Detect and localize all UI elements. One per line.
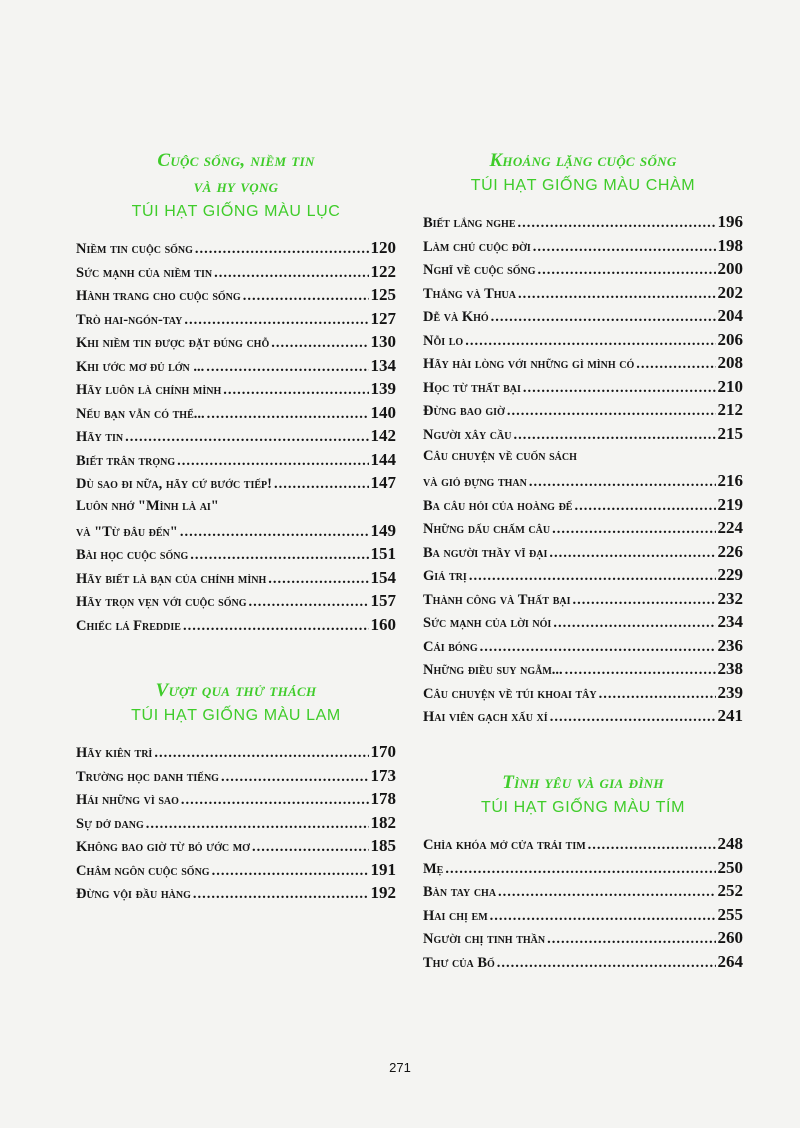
toc-entry-page: 226 bbox=[717, 541, 743, 561]
toc-entry-title: Thắng và Thua bbox=[423, 285, 516, 302]
toc-entry bbox=[423, 422, 743, 446]
dot-leader bbox=[190, 544, 368, 568]
toc-entry bbox=[76, 307, 396, 331]
toc-entry-page: 250 bbox=[717, 857, 743, 877]
dot-leader bbox=[268, 568, 368, 592]
toc-entry-list bbox=[76, 236, 396, 636]
toc-entry bbox=[423, 304, 743, 328]
toc-entry-page: 204 bbox=[717, 306, 743, 326]
toc-entry-title: Học từ thất bại bbox=[423, 379, 521, 396]
toc-entry-title: Luôn nhớ "Mình là ai" bbox=[76, 498, 219, 515]
toc-entry-page: 151 bbox=[370, 544, 396, 564]
dot-leader bbox=[207, 403, 369, 427]
dot-leader bbox=[469, 565, 716, 589]
toc-entry-page: 192 bbox=[370, 883, 396, 903]
dot-leader bbox=[181, 789, 369, 813]
toc-entry-title: Biết lắng nghe bbox=[423, 215, 516, 231]
dot-leader bbox=[243, 285, 369, 309]
toc-entry-title: Khi ước mơ đủ lớn ... bbox=[76, 358, 205, 375]
toc-entry-page: 178 bbox=[370, 789, 396, 809]
dot-leader bbox=[249, 591, 369, 615]
toc-entry-page: 157 bbox=[370, 591, 396, 611]
toc-entry bbox=[423, 587, 743, 611]
toc-entry bbox=[423, 351, 743, 375]
toc-entry-page: 200 bbox=[717, 259, 743, 279]
toc-entry-title: Hành trang cho cuộc sống bbox=[76, 288, 241, 305]
toc-entry-title: Đừng bao giờ bbox=[423, 403, 505, 420]
toc-entry bbox=[423, 879, 743, 903]
toc-entry-page: 252 bbox=[717, 881, 743, 901]
toc-entry-title: và "Từ đâu đến" bbox=[76, 523, 178, 540]
toc-entry bbox=[423, 257, 743, 281]
toc-entry-title: Hai viên gạch xấu xí bbox=[423, 709, 548, 726]
toc-entry-title: Câu chuyện về túi khoai tây bbox=[423, 685, 597, 702]
toc-entry-page: 130 bbox=[370, 332, 396, 352]
toc-entry-title: Người chị tinh thần bbox=[423, 931, 546, 948]
toc-entry-title: Người xây cầu bbox=[423, 426, 512, 443]
toc-entry bbox=[423, 234, 743, 258]
toc-entry bbox=[76, 519, 396, 543]
dot-leader bbox=[513, 424, 715, 448]
toc-entry-page: 139 bbox=[370, 379, 396, 399]
toc-entry bbox=[423, 657, 743, 681]
toc-entry-title: Khi niềm tin được đặt đúng chỗ bbox=[76, 335, 270, 352]
dot-leader bbox=[547, 928, 715, 952]
section-title: Cuộc sống, niềm tin bbox=[157, 150, 315, 171]
toc-entry-page: 234 bbox=[717, 612, 743, 632]
toc-entry-page: 241 bbox=[717, 706, 743, 726]
dot-leader bbox=[537, 259, 715, 283]
dot-leader bbox=[507, 400, 716, 424]
toc-entry-page: 147 bbox=[370, 473, 396, 493]
toc-entry-page: 202 bbox=[717, 282, 743, 302]
dot-leader bbox=[271, 332, 368, 356]
toc-entry-title: Câu chuyện về cuốn sách bbox=[423, 448, 577, 465]
dot-leader bbox=[154, 742, 368, 766]
toc-entry-page: 127 bbox=[370, 308, 396, 328]
toc-entry bbox=[423, 469, 743, 493]
dot-leader bbox=[491, 306, 716, 330]
toc-entry bbox=[76, 834, 396, 858]
section-title: Khoảng lặng cuộc sống bbox=[489, 150, 677, 171]
toc-entry bbox=[423, 950, 743, 974]
dot-leader bbox=[498, 881, 715, 905]
toc-entry bbox=[423, 398, 743, 422]
toc-entry-page: 232 bbox=[717, 588, 743, 608]
toc-entry-page: 212 bbox=[717, 400, 743, 420]
dot-leader bbox=[195, 238, 369, 262]
toc-entry bbox=[76, 330, 396, 354]
toc-entry bbox=[423, 856, 743, 880]
toc-entry bbox=[423, 634, 743, 658]
dot-leader bbox=[212, 860, 369, 884]
dot-leader bbox=[599, 683, 716, 707]
toc-entry-page: 122 bbox=[370, 261, 396, 281]
dot-leader bbox=[214, 262, 368, 286]
toc-entry bbox=[423, 681, 743, 705]
toc-entry bbox=[423, 832, 743, 856]
toc-entry-title: Nỗi lo bbox=[423, 332, 464, 349]
toc-entry-list bbox=[76, 740, 396, 905]
toc-entry bbox=[76, 448, 396, 472]
toc-entry-page: 260 bbox=[717, 928, 743, 948]
toc-entry-page: 182 bbox=[370, 812, 396, 832]
toc-section bbox=[76, 678, 396, 905]
dot-leader bbox=[552, 518, 715, 542]
toc-entry-title: Những dấu chấm câu bbox=[423, 521, 551, 538]
dot-leader bbox=[177, 450, 368, 474]
toc-entry-title: Trường học danh tiếng bbox=[76, 768, 219, 785]
toc-entry-page: 264 bbox=[717, 951, 743, 971]
toc-entry bbox=[76, 858, 396, 882]
toc-entry-title: Chìa khóa mở cửa trái tim bbox=[423, 837, 586, 853]
toc-entry bbox=[76, 764, 396, 788]
toc-entry bbox=[423, 445, 743, 469]
toc-entry-title: Hái những vì sao bbox=[76, 792, 179, 809]
toc-entry bbox=[423, 926, 743, 950]
toc-entry bbox=[76, 589, 396, 613]
toc-entry bbox=[423, 328, 743, 352]
toc-entry-title: Dễ và Khó bbox=[423, 309, 489, 326]
toc-entry bbox=[76, 236, 396, 260]
toc-entry-page: 185 bbox=[370, 836, 396, 856]
toc-entry-page: 210 bbox=[717, 376, 743, 396]
toc-entry-title: Đừng vội đầu hàng bbox=[76, 886, 191, 903]
toc-entry-title: Ba người thầy vĩ đại bbox=[423, 544, 548, 561]
toc-entry-title: Thư của Bố bbox=[423, 954, 495, 971]
toc-entry-page: 208 bbox=[717, 353, 743, 373]
toc-entry bbox=[76, 471, 396, 495]
toc-section bbox=[76, 148, 396, 636]
toc-entry bbox=[423, 704, 743, 728]
toc-entry-title: Hãy kiên trì bbox=[76, 745, 153, 761]
dot-leader bbox=[553, 612, 715, 636]
toc-entry bbox=[423, 516, 743, 540]
dot-leader bbox=[574, 495, 715, 519]
toc-entry bbox=[76, 283, 396, 307]
toc-entry-page: 170 bbox=[370, 742, 396, 761]
toc-section bbox=[423, 770, 743, 973]
dot-leader bbox=[565, 659, 716, 683]
dot-leader bbox=[533, 236, 716, 260]
dot-leader bbox=[221, 766, 369, 790]
toc-entry-title: Dù sao đi nữa, hãy cứ bước tiếp! bbox=[76, 476, 272, 493]
toc-entry-page: 196 bbox=[717, 212, 743, 231]
toc-entry-title: Hãy hài lòng với những gì mình có bbox=[423, 356, 635, 373]
dot-leader bbox=[146, 813, 369, 837]
toc-entry-title: Mẹ bbox=[423, 860, 444, 877]
toc-entry bbox=[423, 903, 743, 927]
section-subtitle: TÚI HẠT GIỐNG MÀU CHÀM bbox=[470, 177, 696, 194]
toc-entry-page: 219 bbox=[717, 494, 743, 514]
toc-entry-title: Ba câu hỏi của hoàng đế bbox=[423, 497, 573, 514]
dot-leader bbox=[588, 834, 716, 858]
toc-entry-title: Hai chị em bbox=[423, 907, 488, 924]
toc-entry-title: Chiếc lá Freddie bbox=[76, 617, 181, 634]
toc-entry-title: Bài học cuộc sống bbox=[76, 547, 189, 564]
toc-entry bbox=[76, 542, 396, 566]
dot-leader bbox=[497, 952, 716, 976]
dot-leader bbox=[636, 353, 715, 377]
toc-entry-page: 160 bbox=[370, 614, 396, 634]
toc-entry-title: Nghĩ về cuộc sống bbox=[423, 262, 536, 279]
dot-leader bbox=[193, 883, 369, 907]
section-subtitle: TÚI HẠT GIỐNG MÀU LỤC bbox=[131, 203, 341, 220]
toc-entry bbox=[76, 881, 396, 905]
toc-entry-page: 239 bbox=[717, 682, 743, 702]
toc-entry-title: Làm chủ cuộc đời bbox=[423, 238, 531, 255]
toc-entry-title: Cái bóng bbox=[423, 638, 478, 655]
toc-entry-page: 206 bbox=[717, 329, 743, 349]
toc-entry-page: 216 bbox=[717, 471, 743, 491]
toc-entry-title: Sự dở dang bbox=[76, 815, 144, 832]
dot-leader bbox=[572, 589, 715, 613]
toc-entry-page: 142 bbox=[370, 426, 396, 446]
dot-leader bbox=[490, 905, 716, 929]
toc-entry-title: Trò hai-ngón-tay bbox=[76, 311, 183, 328]
toc-entry bbox=[76, 260, 396, 284]
toc-entry bbox=[76, 495, 396, 519]
section-title: và hy vọng bbox=[193, 176, 279, 197]
toc-entry-page: 191 bbox=[370, 859, 396, 879]
toc-entry bbox=[423, 493, 743, 517]
toc-entry-page: 154 bbox=[370, 567, 396, 587]
toc-entry-page: 224 bbox=[717, 518, 743, 538]
toc-entry bbox=[76, 377, 396, 401]
dot-leader bbox=[180, 521, 369, 545]
toc-entry-title: Niềm tin cuộc sống bbox=[76, 241, 193, 257]
toc-entry-page: 238 bbox=[717, 659, 743, 679]
toc-entry bbox=[76, 613, 396, 637]
toc-entry bbox=[76, 811, 396, 835]
toc-entry-page: 120 bbox=[370, 238, 396, 257]
toc-entry-title: Sức mạnh của niềm tin bbox=[76, 264, 213, 281]
section-title: Tình yêu và gia đình bbox=[502, 772, 664, 793]
toc-entry-title: Thành công và Thất bại bbox=[423, 591, 571, 608]
dot-leader bbox=[518, 212, 716, 236]
toc-entry bbox=[76, 424, 396, 448]
toc-entry-list bbox=[423, 832, 743, 973]
toc-entry bbox=[76, 354, 396, 378]
toc-entry-page: 149 bbox=[370, 520, 396, 540]
toc-entry bbox=[76, 787, 396, 811]
dot-leader bbox=[206, 356, 368, 380]
dot-leader bbox=[184, 309, 368, 333]
toc-entry bbox=[423, 610, 743, 634]
toc-entry-page: 215 bbox=[717, 423, 743, 443]
toc-entry-page: 255 bbox=[717, 904, 743, 924]
toc-entry-page: 125 bbox=[370, 285, 396, 305]
toc-entry-page: 198 bbox=[717, 235, 743, 255]
dot-leader bbox=[523, 377, 716, 401]
toc-entry-title: Hãy biết là bạn của chính mình bbox=[76, 570, 267, 587]
toc-entry bbox=[423, 210, 743, 234]
toc-entry-title: Hãy luôn là chính mình bbox=[76, 382, 222, 399]
toc-entry bbox=[423, 281, 743, 305]
toc-entry bbox=[423, 540, 743, 564]
toc-entry-title: Không bao giờ từ bỏ ước mơ bbox=[76, 839, 250, 856]
toc-entry-page: 144 bbox=[370, 449, 396, 469]
toc-entry bbox=[76, 401, 396, 425]
page-number: 271 bbox=[389, 1060, 411, 1075]
toc-entry-title: Sức mạnh của lời nói bbox=[423, 615, 552, 632]
toc-entry-title: và giỏ đựng than bbox=[423, 474, 527, 491]
dot-leader bbox=[465, 330, 715, 354]
toc-entry-page: 134 bbox=[370, 355, 396, 375]
dot-leader bbox=[445, 858, 715, 882]
toc-entry bbox=[76, 740, 396, 764]
toc-entry bbox=[76, 566, 396, 590]
toc-entry-title: Châm ngôn cuộc sống bbox=[76, 862, 210, 879]
toc-entry-title: Những điều suy ngẫm... bbox=[423, 662, 563, 679]
dot-leader bbox=[550, 706, 716, 730]
section-title: Vượt qua thử thách bbox=[155, 680, 317, 701]
dot-leader bbox=[529, 471, 716, 495]
dot-leader bbox=[274, 473, 369, 497]
dot-leader bbox=[223, 379, 368, 403]
toc-entry-page: 248 bbox=[717, 834, 743, 853]
toc-entry-page: 229 bbox=[717, 565, 743, 585]
toc-entry-title: Giá trị bbox=[423, 568, 467, 585]
toc-entry bbox=[423, 375, 743, 399]
dot-leader bbox=[518, 283, 716, 307]
dot-leader bbox=[183, 615, 369, 639]
dot-leader bbox=[125, 426, 368, 450]
section-subtitle: TÚI HẠT GIỐNG MÀU LAM bbox=[131, 707, 341, 724]
toc-entry bbox=[423, 563, 743, 587]
toc-entry-page: 236 bbox=[717, 635, 743, 655]
dot-leader bbox=[549, 542, 715, 566]
toc-entry-page: 140 bbox=[370, 402, 396, 422]
toc-section bbox=[423, 148, 743, 728]
toc-entry-page: 173 bbox=[370, 765, 396, 785]
dot-leader bbox=[480, 636, 716, 660]
section-subtitle: TÚI HẠT GIỐNG MÀU TÍM bbox=[480, 799, 685, 816]
toc-entry-title: Bàn tay cha bbox=[423, 884, 497, 901]
toc-entry-title: Hãy trọn vẹn với cuộc sống bbox=[76, 594, 247, 611]
toc-entry-title: Hãy tin bbox=[76, 429, 124, 446]
toc-entry-list bbox=[423, 210, 743, 728]
toc-entry-title: Biết trân trọng bbox=[76, 452, 176, 469]
dot-leader bbox=[252, 836, 369, 860]
toc-entry-title: Nếu bạn vẫn có thể... bbox=[76, 405, 205, 422]
